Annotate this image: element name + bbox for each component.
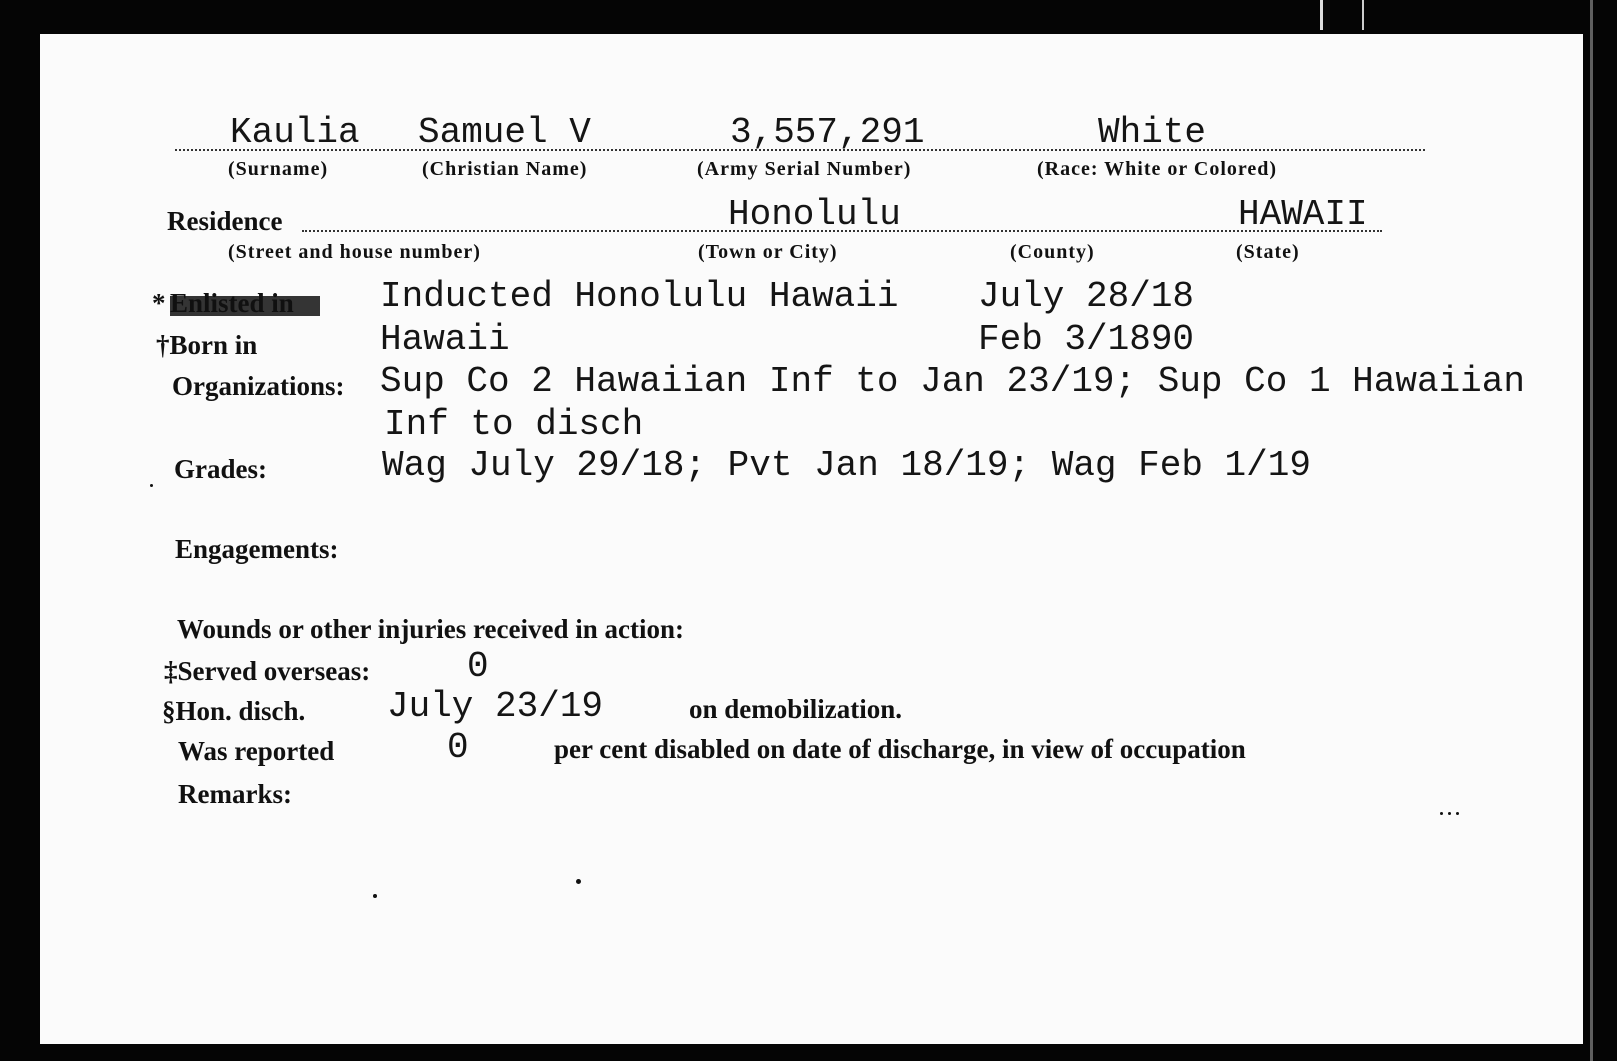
- engagements-label: Engagements:: [175, 534, 339, 564]
- scan-speck: [1440, 812, 1443, 815]
- scan-edge-mark: [1362, 0, 1364, 30]
- town-value: Honolulu: [728, 194, 901, 235]
- residence-label: Residence: [167, 206, 283, 236]
- enlisted-marker: *: [152, 288, 166, 318]
- street-caption: (Street and house number): [228, 241, 481, 263]
- scan-speck: [576, 879, 581, 884]
- born-label: †Born in: [156, 330, 258, 360]
- surname-caption: (Surname): [228, 158, 329, 180]
- grades-label: Grades:: [174, 454, 267, 484]
- scan-speck: [1448, 812, 1451, 815]
- organizations-line-2: Inf to disch: [384, 404, 644, 445]
- christian-name-caption: (Christian Name): [422, 158, 588, 180]
- state-caption: (State): [1236, 241, 1300, 263]
- scan-edge-mark: [1320, 0, 1323, 30]
- enlisted-date: July 28/18: [978, 276, 1195, 317]
- christian-name-value: Samuel V: [418, 112, 591, 153]
- race-caption: (Race: White or Colored): [1037, 158, 1278, 180]
- surname-value: Kaulia: [230, 112, 360, 153]
- race-value: White: [1098, 112, 1207, 153]
- disability-label: Was reported: [178, 736, 335, 766]
- scan-speck: [150, 484, 153, 487]
- discharge-suffix: on demobilization.: [689, 694, 903, 724]
- service-record-card: [40, 34, 1583, 1044]
- serial-number-value: 3,557,291: [730, 112, 925, 153]
- served-overseas-value: 0: [467, 646, 489, 687]
- remarks-label: Remarks:: [178, 779, 292, 809]
- county-caption: (County): [1010, 241, 1095, 263]
- state-value: HAWAII: [1238, 194, 1368, 235]
- discharge-label: §Hon. disch.: [162, 696, 306, 726]
- enlisted-value: Inducted Honolulu Hawaii: [380, 276, 899, 317]
- served-overseas-label: ‡Served overseas:: [164, 656, 371, 686]
- wounds-label: Wounds or other injuries received in action:: [177, 614, 685, 644]
- disability-suffix: per cent disabled on date of discharge, in view of occupation: [554, 734, 1246, 764]
- discharge-date: July 23/19: [387, 686, 604, 727]
- grades-value: Wag July 29/18; Pvt Jan 18/19; Wag Feb 1/19: [382, 445, 1311, 486]
- born-date: Feb 3/1890: [978, 319, 1195, 360]
- scan-speck: [1456, 812, 1459, 815]
- disability-value: 0: [447, 727, 469, 768]
- organizations-label: Organizations:: [172, 371, 345, 401]
- enlisted-strikeout: [170, 296, 320, 316]
- serial-number-caption: (Army Serial Number): [697, 158, 912, 180]
- born-value: Hawaii: [380, 319, 510, 360]
- organizations-line-1: Sup Co 2 Hawaiian Inf to Jan 23/19; Sup Co 1 Hawaiian: [380, 361, 1525, 402]
- scan-edge-mark: [1590, 0, 1593, 1061]
- town-caption: (Town or City): [698, 241, 838, 263]
- scan-speck: [373, 894, 377, 898]
